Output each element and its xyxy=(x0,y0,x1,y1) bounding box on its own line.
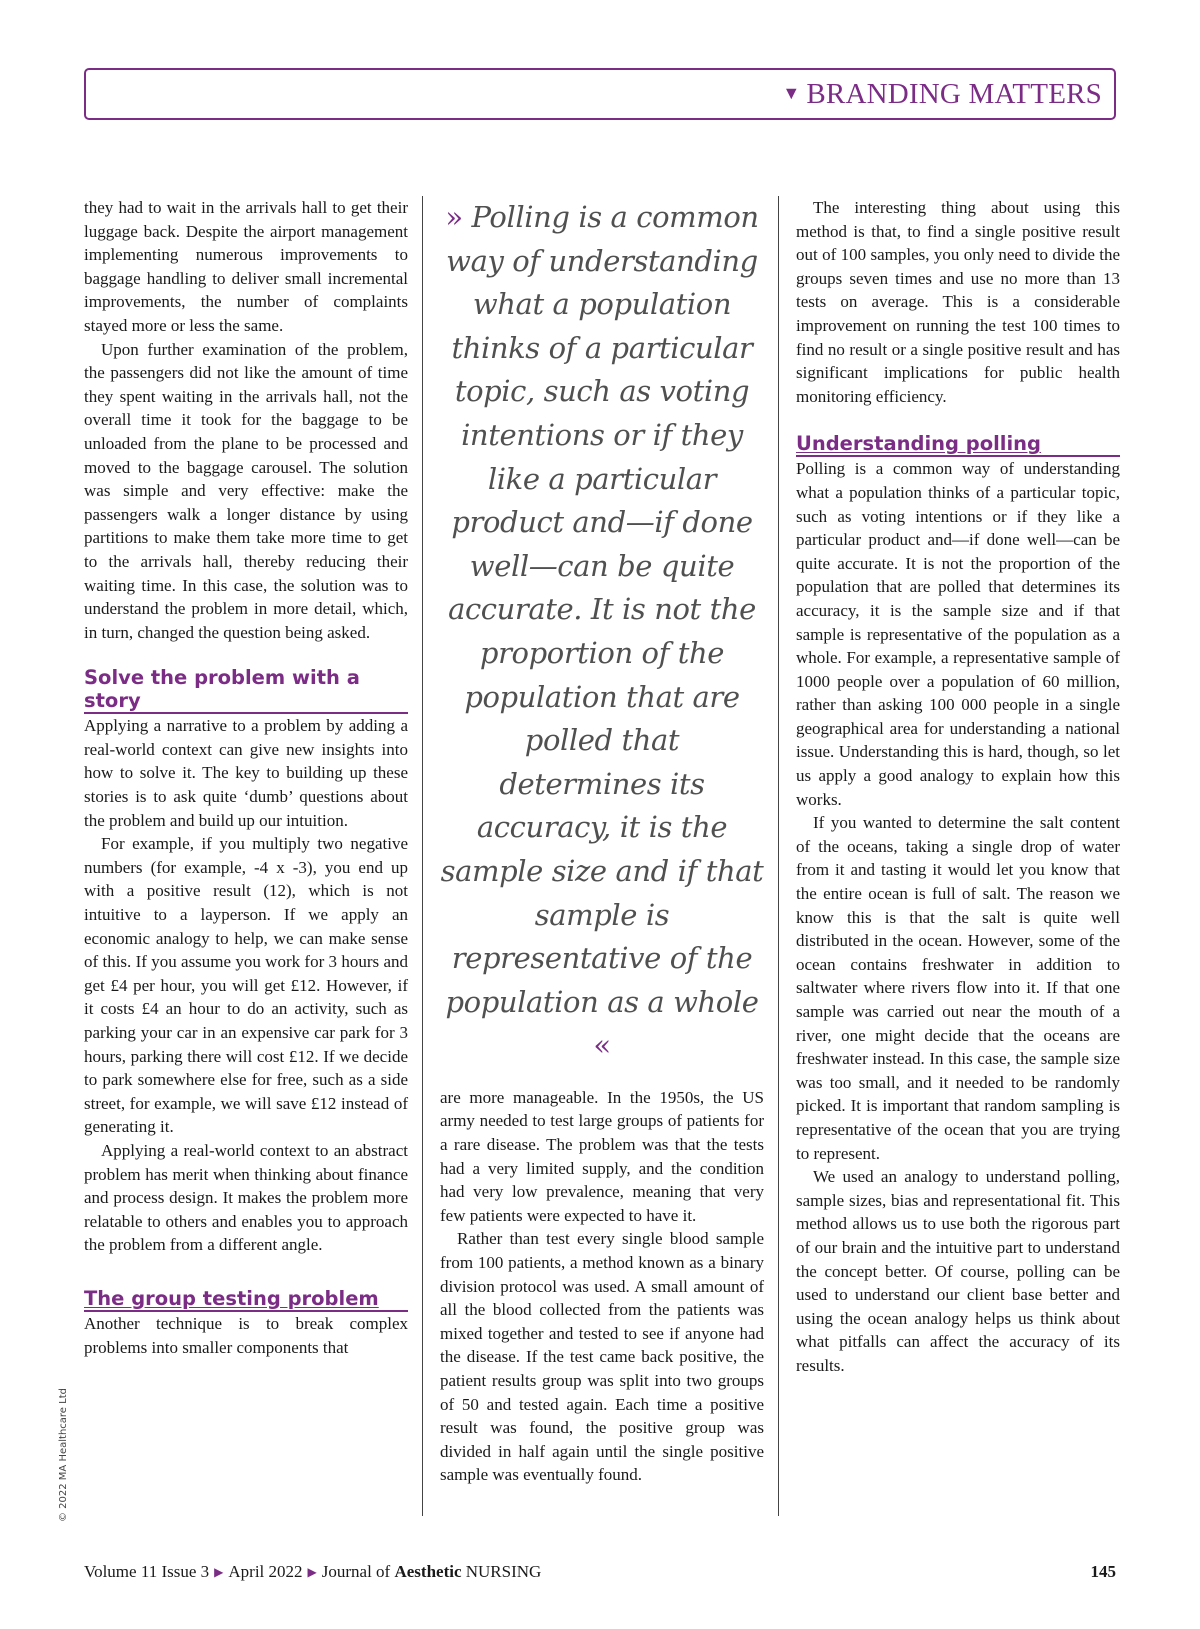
column-divider xyxy=(422,196,423,1516)
section-heading: Solve the problem with a story xyxy=(84,666,408,714)
footer-journal-bold: Aesthetic xyxy=(394,1562,462,1581)
paragraph: The interesting thing about using this method is that, to find a single positive result out of 100 samples, you only need to divide the groups seven times and use no more than 13 tests on average. This is a considerable improvement on running the test 100 times to find no result or a single positive result and has significant implications for public health monitoring efficiency. xyxy=(796,198,1120,406)
section-title: BRANDING MATTERS xyxy=(806,78,1102,110)
paragraph: Rather than test every single blood sample from 100 patients, a method known as a binary division protocol was used. A small amount of all the blood collected from the patients was mixed together and tested to see if anyone had the disease. If the test came back positive, the patient results group was split into two groups of 50 and tested again. Each time a positive result was found, the positive group was divided in half again until the single positive sample was eventually found. xyxy=(440,1229,764,1485)
column-divider xyxy=(778,196,779,1516)
paragraph: For example, if you multiply two negative numbers (for example, -4 x -3), you end up with a positive result (12), which is not intuitive to a layperson. If we apply an economic analogy to help, we can make sense of this. If you assume you work for 3 hours and get £4 per hour, you will get £12. However, if it costs £4 an hour to do an activity, such as parking your car in an expensive car park for 3 hours, parking there will cost £12. If we decide to park somewhere else for free, such as a side street, for example, we will save £12 instead of generating it. xyxy=(84,834,408,1137)
footer-date: April 2022 xyxy=(228,1562,303,1581)
section-tag xyxy=(782,78,1102,111)
paragraph: Another technique is to break complex problems into smaller components that xyxy=(84,1313,408,1357)
open-quote-mark: » xyxy=(445,200,463,234)
paragraph: We used an analogy to understand polling, sample sizes, bias and representational fit. This method allows us to use both the rigorous part of our brain and the intuitive part to understand the concept better. Of course, polling can be used to understand our client base better and using the ocean analogy helps us think about what pitfalls can affect the accuracy of its results. xyxy=(796,1167,1120,1375)
pull-quote-text: Polling is a common way of understanding what a population thinks of a particular topic, such as voting intentions or if they like a particular product and—if done well—can be quite accurate. It is not the proportion of the population that are polled that determines its accuracy, it is the sample size and if that sample is representative of the population as a whole xyxy=(440,200,764,1019)
footer-journal-suffix: NURSING xyxy=(465,1562,542,1581)
paragraph: Applying a real-world context to an abstract problem has merit when thinking about finance and process design. It makes the problem more relatable to others and enables you to approach the problem from a different angle. xyxy=(84,1140,408,1255)
paragraph: If you wanted to determine the salt content of the oceans, taking a single drop of water from it and tasting it would let you know that the entire ocean is full of salt. The reason we know this is that the salt is quite well distributed in the ocean. However, some of the ocean contains freshwater in addition to saltwater where rivers flow into it. If that one sample was carried out near the mouth of a river, one might decide that the oceans are freshwater instead. In this case, the sample size was too small, and it needed to be randomly picked. It is important that random sampling is representative of the ocean that you are trying to represent. xyxy=(796,813,1120,1163)
footer-journal-prefix: Journal of xyxy=(321,1562,391,1581)
column-3 xyxy=(796,196,1120,1378)
paragraph: Upon further examination of the problem, the passengers did not like the amount of time they spent waiting in the arrivals hall, not the overall time it took for the baggage to be unloaded from the plane to be processed and moved to the baggage carousel. The solution was simple and very effective: make the passengers walk a longer distance by using partitions to make them take more time to get to the arrivals hall, thereby reducing their waiting time. In this case, the solution was to understand the problem in more detail, which, in turn, changed the question being asked. xyxy=(84,339,408,642)
triangle-down-icon: ▼ xyxy=(782,83,801,103)
triangle-right-icon: ▶ xyxy=(307,1565,317,1579)
copyright-notice: © 2022 MA Healthcare Ltd xyxy=(58,1388,69,1522)
section-heading: Understanding polling xyxy=(796,432,1120,457)
page-number: 145 xyxy=(1090,1562,1116,1581)
triangle-right-icon: ▶ xyxy=(214,1565,224,1579)
section-header xyxy=(84,68,1116,120)
pull-quote xyxy=(440,196,764,1068)
column-2 xyxy=(440,196,764,1487)
paragraph: Applying a narrative to a problem by adding a real-world context can give new insights into how to solve it. The key to building up these stories is to ask quite ‘dumb’ questions about the problem and build up our intuition. xyxy=(84,716,408,830)
paragraph: they had to wait in the arrivals hall to get their luggage back. Despite the airport management implementing numerous improvements to baggage handling to deliver small incremental improvements, the number of complaints stayed more or less the same. xyxy=(84,198,408,335)
paragraph: are more manageable. In the 1950s, the US army needed to test large groups of patients for a rare disease. The problem was that the tests had a very limited supply, and the condition had very low prevalence, meaning that very few patients were expected to have it. xyxy=(440,1087,764,1225)
footer xyxy=(84,1562,541,1582)
footer-volume: Volume 11 Issue 3 xyxy=(84,1562,210,1581)
section-heading: The group testing problem xyxy=(84,1287,408,1312)
column-1 xyxy=(84,196,408,1359)
paragraph: Polling is a common way of understanding what a population thinks of a particular topic, such as voting intentions or if they like a particular product and—if done well—can be quite accurate. It is not the proportion of the population that are polled that determines its accuracy, it is the sample size and if that sample is representative of the population as a whole. For example, a representative sample of 1000 people over a population of 60 million, rather than asking 100 000 people in a single geographical area for understanding a national issue. Understanding this is hard, though, so let us apply a good analogy to explain how this works. xyxy=(796,459,1120,809)
close-quote-mark: « xyxy=(593,1028,611,1063)
